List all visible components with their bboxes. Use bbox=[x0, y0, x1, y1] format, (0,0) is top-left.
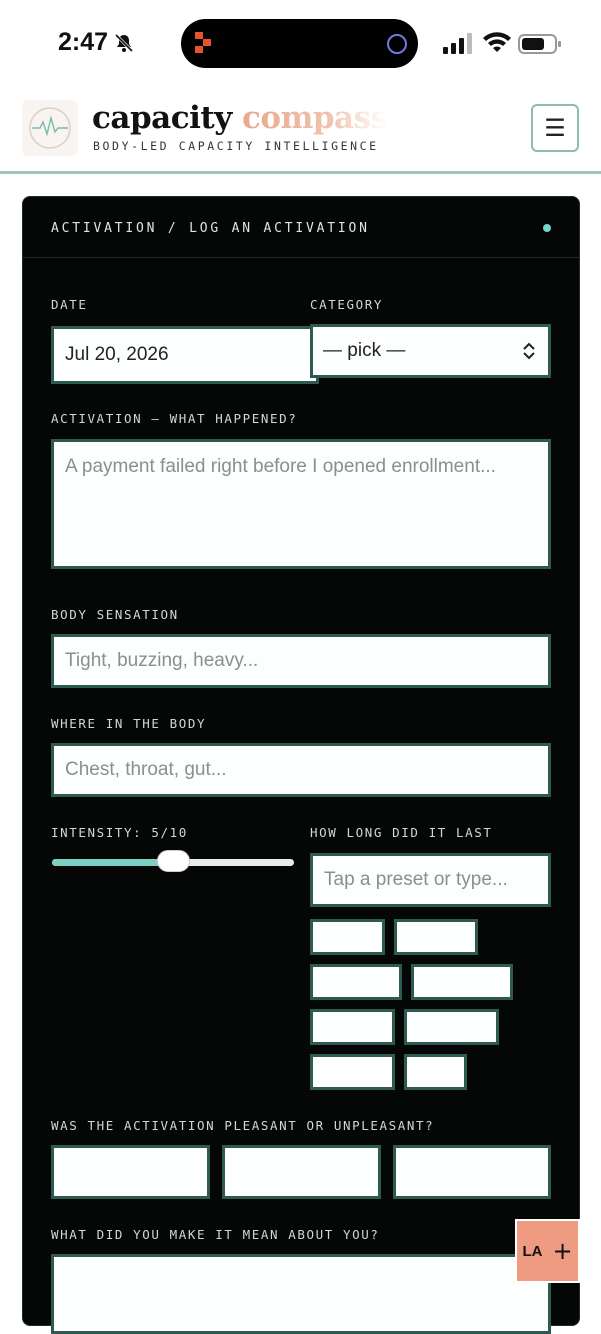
compass-logo-icon bbox=[22, 100, 78, 156]
slider-thumb[interactable] bbox=[157, 850, 190, 872]
date-input[interactable]: Jul 20, 2026 bbox=[51, 326, 319, 384]
dynamic-island bbox=[181, 19, 418, 68]
island-check-icon bbox=[387, 34, 407, 54]
chevron-updown-icon bbox=[522, 341, 536, 361]
valence-option-button[interactable] bbox=[393, 1145, 551, 1199]
brand-name-secondary: compass bbox=[242, 100, 388, 136]
status-dot-icon bbox=[543, 224, 551, 232]
hamburger-icon: ☰ bbox=[544, 114, 566, 142]
menu-button[interactable] bbox=[531, 104, 579, 152]
brand-logo[interactable] bbox=[22, 100, 78, 156]
duration-preset-chip[interactable] bbox=[310, 964, 402, 1000]
meaning-label: WHAT DID YOU MAKE IT MEAN ABOUT YOU? bbox=[51, 1227, 380, 1242]
valence-label: WAS THE ACTIVATION PLEASANT OR UNPLEASANT? bbox=[51, 1118, 435, 1133]
duration-preset-chip[interactable] bbox=[394, 919, 478, 955]
duration-preset-chip[interactable] bbox=[310, 1009, 395, 1045]
activation-form-panel bbox=[22, 196, 580, 1326]
date-label: DATE bbox=[51, 297, 88, 312]
slider-fill bbox=[52, 859, 173, 866]
quick-log-label: LA bbox=[522, 1242, 543, 1260]
app-activity-icon bbox=[195, 32, 213, 54]
brand-name-primary: capacity bbox=[92, 100, 232, 136]
panel-title: ACTIVATION / LOG AN ACTIVATION bbox=[51, 221, 370, 236]
site-header bbox=[0, 88, 601, 174]
duration-preset-chip[interactable] bbox=[411, 964, 513, 1000]
status-time: 2:47 bbox=[58, 28, 109, 56]
category-selected-value: — pick — bbox=[323, 340, 406, 361]
quick-log-button[interactable] bbox=[515, 1219, 580, 1283]
status-bar bbox=[0, 0, 601, 88]
panel-header bbox=[23, 197, 579, 258]
signal-icon bbox=[443, 33, 473, 55]
valence-option-button[interactable] bbox=[222, 1145, 381, 1199]
intensity-label: INTENSITY: 5/10 bbox=[51, 825, 188, 840]
bell-slash-icon bbox=[114, 33, 134, 53]
duration-label: HOW LONG DID IT LAST bbox=[310, 825, 493, 840]
meaning-textarea[interactable] bbox=[51, 1254, 551, 1334]
activation-label: ACTIVATION — WHAT HAPPENED? bbox=[51, 411, 298, 426]
category-label: CATEGORY bbox=[310, 297, 384, 312]
duration-preset-chip[interactable] bbox=[310, 919, 385, 955]
where-input[interactable]: Chest, throat, gut... bbox=[51, 743, 551, 797]
plus-icon: + bbox=[552, 1237, 573, 1265]
brand-name bbox=[92, 100, 388, 136]
category-select[interactable] bbox=[310, 324, 551, 378]
battery-icon bbox=[518, 33, 562, 55]
duration-preset-chip[interactable] bbox=[404, 1054, 467, 1090]
duration-preset-chip[interactable] bbox=[310, 1054, 395, 1090]
duration-preset-chip[interactable] bbox=[404, 1009, 499, 1045]
intensity-slider[interactable] bbox=[52, 857, 294, 867]
where-label: WHERE IN THE BODY bbox=[51, 716, 207, 731]
duration-input[interactable]: Tap a preset or type... bbox=[310, 853, 551, 907]
sensation-label: BODY SENSATION bbox=[51, 607, 179, 622]
sensation-input[interactable]: Tight, buzzing, heavy... bbox=[51, 634, 551, 688]
wifi-icon bbox=[483, 32, 511, 54]
brand-tagline: BODY-LED CAPACITY INTELLIGENCE bbox=[93, 139, 379, 153]
activation-textarea[interactable]: A payment failed right before I opened enrollment... bbox=[51, 439, 551, 569]
valence-option-button[interactable] bbox=[51, 1145, 210, 1199]
